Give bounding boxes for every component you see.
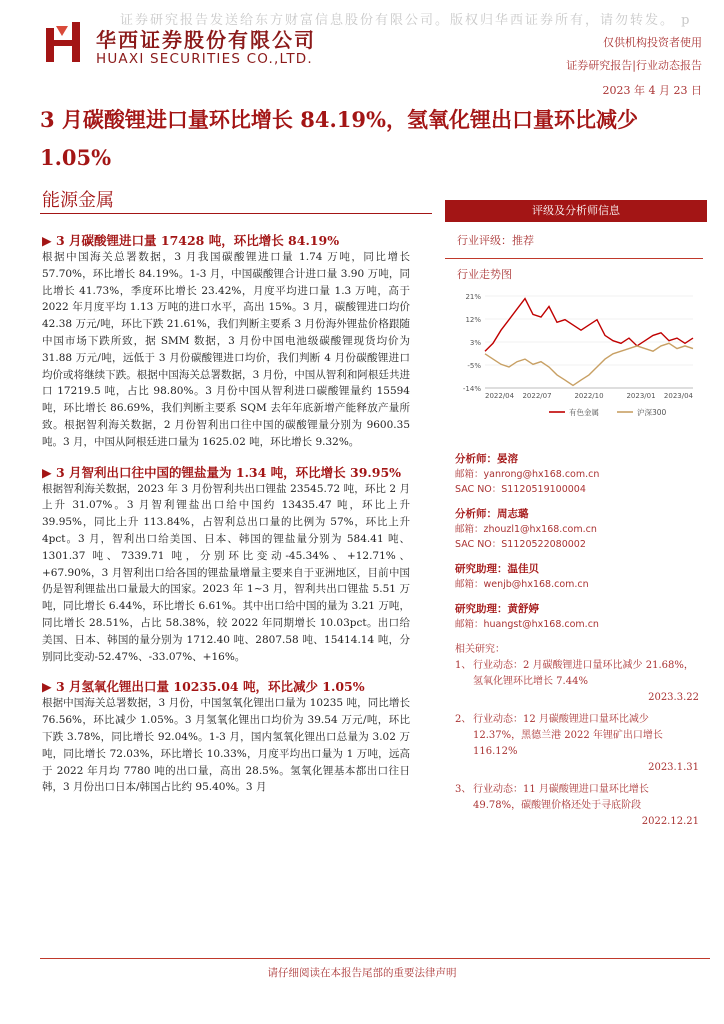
related-item: [455, 712, 707, 776]
industry-trend-chart: [449, 288, 699, 438]
analyst-sac: SAC NO：S1120522080002: [455, 539, 586, 550]
y-tick-label: 21%: [465, 293, 481, 301]
legend-label: 有色金属: [569, 408, 599, 417]
y-tick-label: -5%: [467, 362, 481, 370]
footer-divider: [40, 958, 710, 959]
analyst-entry: [455, 602, 707, 632]
related-research-title: 相关研究：: [455, 644, 505, 655]
x-tick-label: 2023/01: [626, 392, 656, 400]
watermark-text: 证券研究报告发送给东方财富信息股份有限公司。版权归华西证券所有，请勿转发。 p: [120, 13, 692, 28]
section-heading-chile-export: ▶ 3 月智利出口往中国的锂盐量为 1.34 吨，环比增长 39.95%: [42, 464, 402, 480]
x-tick-label: 2022/10: [574, 392, 604, 400]
related-item-link[interactable]: 行业动态：12 月碳酸锂进口量环比减少 12.37%，黑德兰港 2022 年锂矿出口增长 116.12%: [473, 714, 663, 757]
x-tick-label: 2022/07: [522, 392, 552, 400]
related-item-number: 1、: [455, 660, 472, 671]
assistant-email: 邮箱：huangst@hx168.com.cn: [455, 619, 599, 630]
legend-label: 沪深300: [637, 408, 667, 417]
company-name-en: HUAXI SECURITIES CO.,LTD.: [96, 51, 313, 67]
y-tick-label: 12%: [465, 316, 481, 324]
sidebar-header: 评级及分析师信息: [445, 200, 707, 222]
related-item-link[interactable]: 行业动态：2 月碳酸锂进口量环比减少 21.68%，氢氧化锂环比增长 7.44%: [473, 660, 694, 687]
report-date: 2023 年 4 月 23 日: [602, 84, 702, 97]
analyst-list: [445, 452, 707, 632]
related-item: [455, 782, 707, 830]
footer-disclaimer[interactable]: 请仔细阅读在本报告尾部的重要法律声明: [267, 967, 457, 979]
report-title: 3 月碳酸锂进口量环比增长 84.19%，氢氧化锂出口量环比减少 1.05%: [40, 107, 638, 170]
audience-note: 仅供机构投资者使用: [603, 36, 702, 49]
related-item-number: 2、: [455, 714, 472, 725]
related-item-link[interactable]: 行业动态：11 月碳酸锂进口量环比增长 49.78%，碳酸锂价格还处于寻底阶段: [473, 784, 649, 811]
related-item-number: 3、: [455, 784, 472, 795]
assistant-name: 研究助理：温佳贝: [455, 563, 539, 575]
analyst-name: 分析师：周志璐: [455, 508, 529, 520]
assistant-email: 邮箱：wenjb@hx168.com.cn: [455, 579, 589, 590]
sidebar: [445, 200, 707, 836]
analyst-entry: [455, 562, 707, 592]
assistant-name: 研究助理：黄舒婷: [455, 603, 539, 615]
report-type: 证券研究报告|行业动态报告: [566, 59, 702, 72]
huaxi-logo: [46, 22, 80, 62]
company-name-cn: 华西证券股份有限公司: [96, 28, 316, 52]
related-research: [445, 642, 707, 830]
related-item: [455, 658, 707, 706]
analyst-sac: SAC NO：S1120519100004: [455, 484, 586, 495]
section-body-chile-export: 根据智利海关数据，2023 年 3 月份智利共出口锂盐 23545.72 吨，环比 2 月上升 31.07%。3 月智利锂盐出口给中国约 13435.47 吨，环比上升 39.95%，同比上升 113.84%，占智利总出口量的比例为 57%，环比上升 4pct。3 月，智利出口给美国、日本、韩国的锂盐量分别为 584.41 吨、1301.37 吨、7339.71 吨，分别环比变动-45.34%、+12.71%、+67.90%，3 月智利出口给各国的锂盐量增量主要来自于亚洲地区，目前中国仍是智利锂盐出口量最大的国家。2023 年 1~3 月，智利共出口锂盐 5.51 万吨，同比增长 6.44%，环比增长 6.61%。其中出口给中国的量为 3.21 万吨，同比增长 28.51%，占比 58.38%，较 2022 年同期增长 10.03pct。出口给美国、日本、韩国的量分别为 1712.40 吨、2807.58 吨、15414.14 吨，分别同比变动-52.47%、-33.07%、+16%。: [42, 482, 410, 663]
trend-chart-title: 行业走势图: [457, 268, 512, 281]
related-item-date: 2023.1.31: [648, 762, 699, 773]
series-line-有色金属: [485, 299, 693, 352]
section-body-lithium-hydroxide: 根据中国海关总署数据，3 月份，中国氢氧化锂出口量为 10235 吨，同比增长 76.56%，环比减少 1.05%。3 月氢氧化锂出口均价为 39.54 万元/吨，环比下跌 3.78%，同比增长 92.04%。1-3 月，国内氢氧化锂出口总量为 3.02 万吨，同比增长 72.03%，环比增长 10.33%，月度平均出口量为 1 万吨，远高于 2022 年月均 7780 吨的出口量，高出 28.5%。氢氧化锂基本都出口往日韩，3 月份出口日本/韩国占比约 95.40%。3 月: [42, 697, 410, 794]
industry-rating: 行业评级：推荐: [457, 234, 534, 247]
section-heading-lithium-hydroxide: ▶ 3 月氢氧化锂出口量 10235.04 吨，环比减少 1.05%: [42, 679, 365, 695]
main-content: [42, 232, 410, 809]
section-heading-lithium-carbonate: ▶ 3 月碳酸锂进口量 17428 吨，环比增长 84.19%: [42, 233, 340, 248]
analyst-entry: [455, 507, 707, 552]
x-tick-label: 2023/04: [663, 392, 693, 400]
related-item-date: 2022.12.21: [641, 816, 699, 827]
related-item-date: 2023.3.22: [648, 692, 699, 703]
divider: [40, 213, 432, 214]
y-tick-label: 3%: [469, 339, 481, 347]
analyst-entry: [455, 452, 707, 497]
series-line-沪深300: [485, 343, 693, 385]
analyst-email: 邮箱：zhouzl1@hx168.com.cn: [455, 524, 597, 535]
y-tick-label: -14%: [462, 385, 481, 393]
analyst-email: 邮箱：yanrong@hx168.com.cn: [455, 469, 600, 480]
analyst-name: 分析师：晏溶: [455, 453, 518, 465]
section-body-lithium-carbonate: 根据中国海关总署数据，3 月我国碳酸锂进口量 1.74 万吨，同比增长 57.70%，环比增长 84.19%。1-3 月，中国碳酸锂合计进口量 3.90 万吨，同比增长 41.73%，季度环比增长 23.42%，月度平均进口量 1.3 万吨，高于 2022 年月度平均 1.13 万吨的进口水平，高出 15%。3 月，碳酸锂进口均价 42.38 万元/吨，环比下跌 21.61%，我们判断主要系 3 月份海外锂盐价格跟随中国市场下跌所致，据 SMM 数据，3 月份中国电池级碳酸锂现货均价为 31.88 万元/吨，远低于 3 月份碳酸锂进口均价，我们判断 4 月份碳酸锂进口均价或将继续下跌。根据中国海关总署数据，3 月份，中国从智利和阿根廷共进口 17219.5 吨，占比 98.80%。3 月份中国从智利进口碳酸锂量约 15594 吨，环比增长 86.69%，我们判断主要系 SQM 去年年底新增产能释放产量所致。根据智利海关数据，2 月份智利出口往中国的碳酸锂量分别为 9600.35 吨。3 月，中国从阿根廷进口量为 1625.02 吨，环比增长 9.32%。: [42, 251, 410, 448]
industry-name: 能源金属: [42, 190, 114, 211]
x-tick-label: 2022/04: [485, 392, 515, 400]
